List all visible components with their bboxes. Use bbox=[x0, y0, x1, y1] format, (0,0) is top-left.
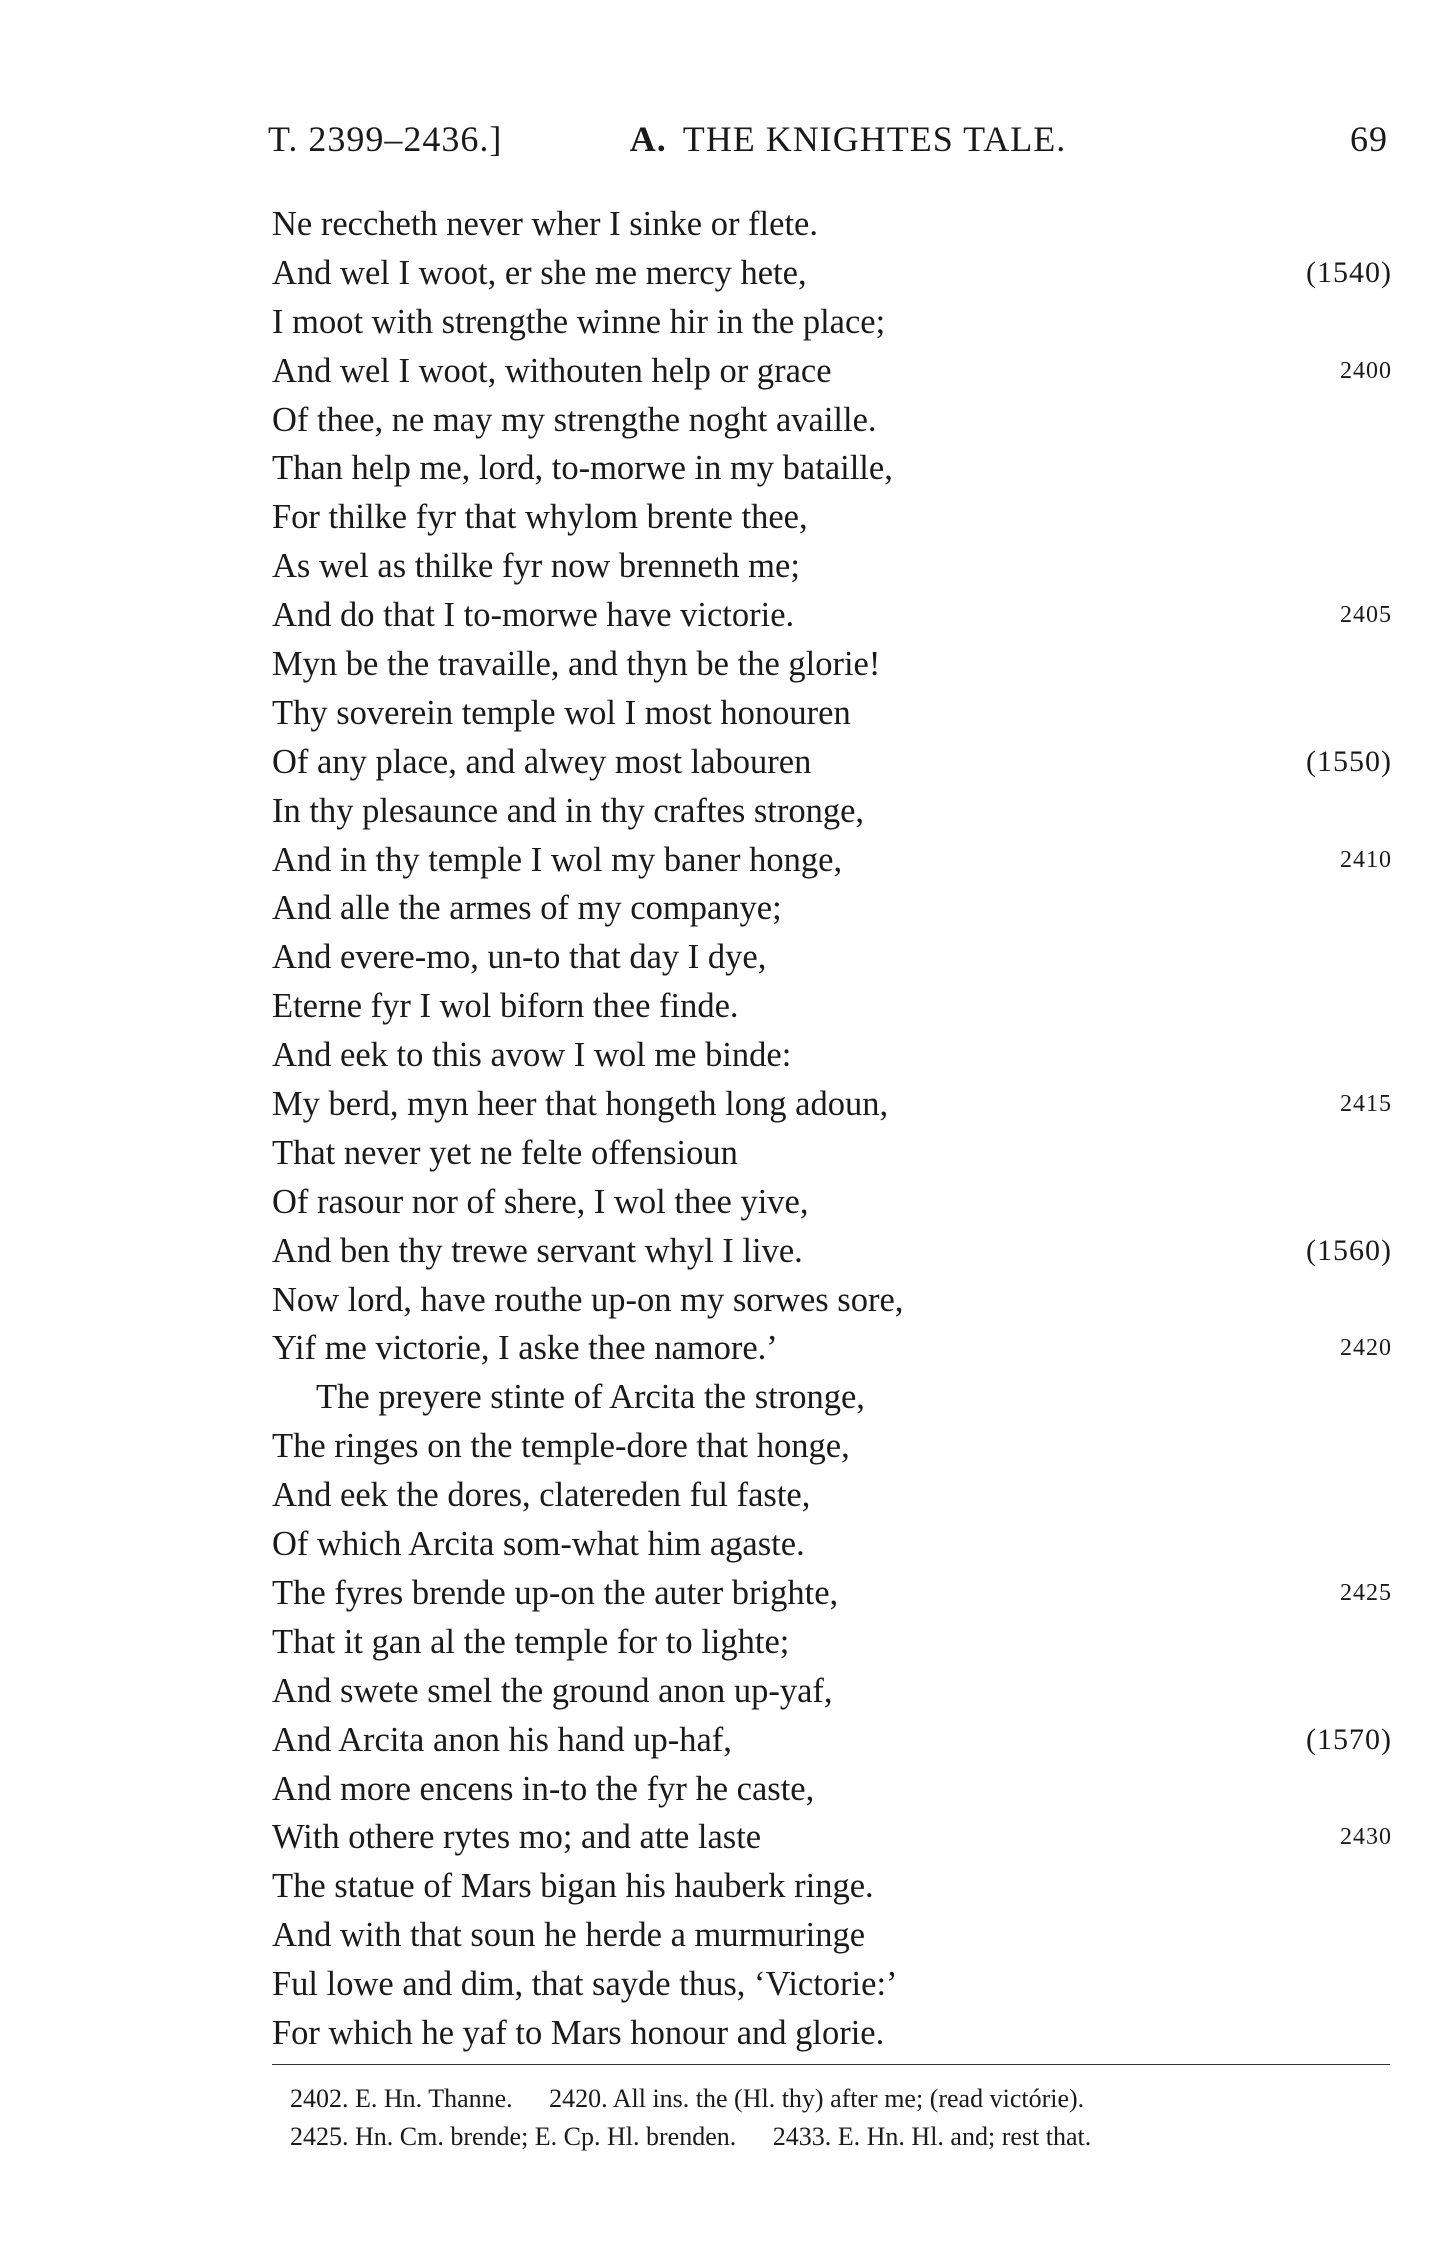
verse-text: Of which Arcita som-what him agaste. bbox=[272, 1525, 805, 1564]
verse-text: And do that I to-morwe have victorie. bbox=[272, 596, 795, 635]
verse-text: In thy plesaunce and in thy craftes stronge, bbox=[272, 791, 865, 830]
verse-text: That never yet ne felte offensioun bbox=[272, 1133, 738, 1172]
verse-line bbox=[272, 1129, 1392, 1178]
verse-text: For thilke fyr that whylom brente thee, bbox=[272, 498, 808, 537]
verse-line bbox=[272, 200, 1392, 249]
verse-text: The statue of Mars bigan his hauberk ringe. bbox=[272, 1867, 874, 1906]
footnote-line bbox=[290, 2080, 1390, 2118]
page-number: 69 bbox=[1350, 119, 1388, 159]
line-number: 2400 bbox=[1340, 357, 1392, 384]
verse-text: And alle the armes of my companye; bbox=[272, 889, 782, 928]
verse-text: For which he yaf to Mars honour and glorie. bbox=[272, 2013, 885, 2052]
verse-line bbox=[272, 2009, 1392, 2058]
verse-line bbox=[272, 1178, 1392, 1227]
verse-text: Than help me, lord, to-morwe in my bataille, bbox=[272, 449, 893, 488]
verse-line bbox=[272, 298, 1392, 347]
verse-text: With othere rytes mo; and atte laste bbox=[272, 1818, 762, 1857]
verse-line bbox=[272, 1373, 1392, 1422]
verse-text: My berd, myn heer that hongeth long adoun, bbox=[272, 1085, 889, 1124]
verse-line bbox=[272, 1471, 1392, 1520]
footnote: 2402. E. Hn. Thanne. bbox=[290, 2084, 513, 2113]
verse-line bbox=[272, 982, 1392, 1031]
verse-text: And eek to this avow I wol me binde: bbox=[272, 1036, 792, 1075]
verse-line bbox=[272, 1520, 1392, 1569]
verse-text: Thy soverein temple wol I most honouren bbox=[272, 693, 851, 732]
line-number: (1570) bbox=[1306, 1722, 1392, 1756]
footnote: 2433. E. Hn. Hl. and; rest that. bbox=[772, 2122, 1092, 2151]
line-number: (1560) bbox=[1306, 1233, 1392, 1267]
verse-line bbox=[272, 787, 1392, 836]
running-header bbox=[268, 118, 1388, 168]
verse-text: Of thee, ne may my strengthe noght availle. bbox=[272, 400, 877, 439]
verse-line bbox=[272, 1227, 1392, 1276]
verse-line bbox=[272, 1031, 1392, 1080]
verse-text: And wel I woot, er she me mercy hete, bbox=[272, 253, 807, 292]
verse-line bbox=[272, 933, 1392, 982]
verse-line bbox=[272, 493, 1392, 542]
verse-text: As wel as thilke fyr now brenneth me; bbox=[272, 547, 800, 586]
verse-text: And ben thy trewe servant whyl I live. bbox=[272, 1231, 803, 1270]
verse-line bbox=[272, 542, 1392, 591]
verse-text: The ringes on the temple-dore that honge, bbox=[272, 1427, 850, 1466]
line-number: 2420 bbox=[1340, 1335, 1392, 1362]
verse-line bbox=[272, 1716, 1392, 1765]
verse-line bbox=[272, 1911, 1392, 1960]
line-number: 2405 bbox=[1340, 602, 1392, 629]
verse-text: And Arcita anon his hand up-haf, bbox=[272, 1720, 732, 1759]
verse-line bbox=[272, 1276, 1392, 1325]
verse-text: And wel I woot, withouten help or grace bbox=[272, 351, 832, 390]
verse-text: Of any place, and alwey most labouren bbox=[272, 742, 812, 781]
verse-line bbox=[272, 1667, 1392, 1716]
verse-text: Yif me victorie, I aske thee namore.’ bbox=[272, 1329, 778, 1368]
verse-text: Ful lowe and dim, that sayde thus, ‘Victorie:’ bbox=[272, 1965, 898, 2004]
verse-line bbox=[272, 836, 1392, 885]
verse-line bbox=[272, 1080, 1392, 1129]
verse-text: The fyres brende up-on the auter brighte, bbox=[272, 1573, 839, 1612]
tale-title bbox=[268, 118, 1388, 160]
verse-line bbox=[272, 640, 1392, 689]
verse-line bbox=[272, 1765, 1392, 1814]
verse-text: Myn be the travaille, and thyn be the glorie! bbox=[272, 645, 881, 684]
verse-text: And eek the dores, clatereden ful faste, bbox=[272, 1476, 811, 1515]
footnote-line bbox=[290, 2118, 1390, 2156]
verse-text: That it gan al the temple for to lighte; bbox=[272, 1622, 790, 1661]
verse-text: And in thy temple I wol my baner honge, bbox=[272, 840, 843, 879]
footnote-divider bbox=[272, 2064, 1390, 2065]
verse-line bbox=[272, 347, 1392, 396]
verse-line bbox=[272, 1324, 1392, 1373]
verse-line bbox=[272, 689, 1392, 738]
verse-text: And evere-mo, un-to that day I dye, bbox=[272, 938, 767, 977]
section-label: A. bbox=[629, 119, 667, 159]
line-number: 2410 bbox=[1340, 846, 1392, 873]
verse-text: The preyere stinte of Arcita the stronge, bbox=[316, 1378, 865, 1417]
verse-text: Ne reccheth never wher I sinke or flete. bbox=[272, 205, 818, 243]
footnote: 2420. All ins. the (Hl. thy) after me; (read victórie). bbox=[549, 2084, 1085, 2113]
line-number: (1550) bbox=[1306, 744, 1392, 778]
line-number: 2430 bbox=[1340, 1824, 1392, 1851]
verse-text: And swete smel the ground anon up-yaf, bbox=[272, 1671, 833, 1710]
line-number: (1540) bbox=[1306, 255, 1392, 289]
footnote: 2425. Hn. Cm. brende; E. Cp. Hl. brenden. bbox=[290, 2122, 737, 2151]
tale-title-text: THE KNIGHTES TALE. bbox=[682, 119, 1067, 159]
verse-line bbox=[272, 884, 1392, 933]
verse-line bbox=[272, 738, 1392, 787]
verse-line bbox=[272, 1618, 1392, 1667]
verse-line bbox=[272, 1569, 1392, 1618]
verse-text: And with that soun he herde a murmuringe bbox=[272, 1916, 866, 1955]
line-number: 2415 bbox=[1340, 1091, 1392, 1118]
verse-line bbox=[272, 249, 1392, 298]
line-number: 2425 bbox=[1340, 1579, 1392, 1606]
verse-text: I moot with strengthe winne hir in the place; bbox=[272, 302, 886, 341]
verse-line bbox=[272, 591, 1392, 640]
verse-text: Of rasour nor of shere, I wol thee yive, bbox=[272, 1182, 809, 1221]
verse-text: And more encens in-to the fyr he caste, bbox=[272, 1769, 815, 1808]
verse-text: Now lord, have routhe up-on my sorwes sore, bbox=[272, 1280, 904, 1319]
verse-line bbox=[272, 1813, 1392, 1862]
verse-line bbox=[272, 1862, 1392, 1911]
line-range-reference: T. 2399–2436.] bbox=[268, 119, 503, 159]
verse-line bbox=[272, 1422, 1392, 1471]
verse-line bbox=[272, 396, 1392, 445]
verse-line bbox=[272, 1960, 1392, 2009]
verse-line bbox=[272, 444, 1392, 493]
poem-text bbox=[272, 200, 1392, 2058]
footnotes bbox=[290, 2080, 1390, 2156]
verse-text: Eterne fyr I wol biforn thee finde. bbox=[272, 987, 739, 1026]
